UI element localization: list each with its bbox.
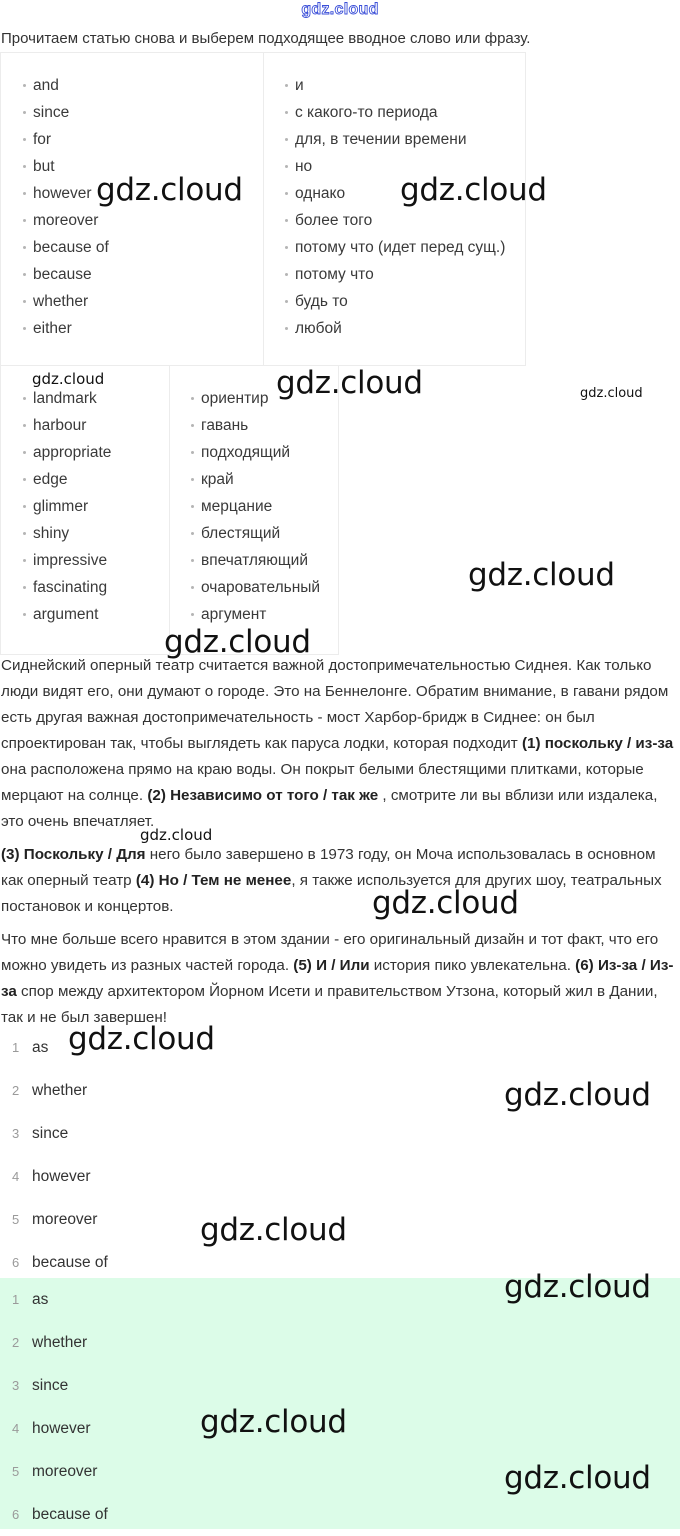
vocab-item: shiny [1,520,169,547]
vocab-item: более того [264,207,525,234]
answer-text: moreover [32,1211,98,1228]
vocab-item: аргумент [170,601,338,628]
gap-option: (3) Поскольку / Для [1,846,146,863]
vocab-table-2 [0,366,339,655]
vocab-item: moreover [1,207,263,234]
answer-text: since [32,1125,69,1142]
watermark: gdz.cloud [504,1077,651,1113]
answer-text: moreover [32,1463,98,1480]
vocab-item: однако [264,180,525,207]
answer-number: 3 [12,1126,20,1141]
answer-number: 5 [12,1464,20,1479]
vocab-item: argument [1,601,169,628]
vocab-column-english [1,366,170,654]
vocab-item: потому что (идет перед сущ.) [264,234,525,261]
watermark: gdz.cloud [580,386,643,401]
paragraph-text: , я также используется для других шоу, театральных постановок и концертов. [1,872,662,915]
intro-text: Прочитаем статью снова и выберем подходящее вводное слово или фразу. [1,30,531,47]
vocab-item: впечатляющий [170,547,338,574]
vocab-item: подходящий [170,439,338,466]
watermark: gdz.cloud [68,1021,215,1057]
vocab-item: для, в течении времени [264,126,525,153]
answer-text: because of [32,1506,108,1523]
vocab-item: любой [264,315,525,342]
watermark: gdz.cloud [504,1460,651,1496]
vocab-table-1 [0,52,526,366]
watermark: gdz.cloud [400,172,547,208]
vocab-item: since [1,99,263,126]
gap-option: (2) Независимо от того / так же [147,787,379,804]
vocab-item: for [1,126,263,153]
paragraph-text: она расположена прямо на краю воды. Он покрыт белыми блестящими плитками, которые мерцают на солнце. [1,761,644,804]
watermark: gdz.cloud [200,1404,347,1440]
vocab-item: и [264,72,525,99]
answer-number: 6 [12,1255,20,1270]
answer-number: 1 [12,1040,20,1055]
vocab-list [170,385,338,628]
vocab-item: гавань [170,412,338,439]
vocab-column-english [1,53,264,365]
paragraph-3 [1,927,680,1031]
gap-option: (4) Но / Тем не менее [135,872,292,889]
vocab-item: glimmer [1,493,169,520]
answer-text: whether [32,1334,88,1351]
vocab-item: impressive [1,547,169,574]
vocab-column-russian [170,366,338,654]
vocab-item: с какого-то периода [264,99,525,126]
vocab-item: fascinating [1,574,169,601]
answer-text: whether [32,1082,88,1099]
gap-option: (1) поскольку / из-за [521,735,674,752]
watermark: gdz.cloud [164,624,311,660]
vocab-list [1,385,169,628]
watermark: gdz.cloud [32,370,105,388]
vocab-item: край [170,466,338,493]
gap-option: (5) И / Или [293,957,370,974]
vocab-item: however [1,180,263,207]
watermark: gdz.cloud [200,1212,347,1248]
answer-number: 4 [12,1421,20,1436]
answer-item [0,1321,680,1364]
vocab-item: мерцание [170,493,338,520]
answer-number: 3 [12,1378,20,1393]
vocab-item: потому что [264,261,525,288]
paragraph-text: него было завершено в 1973 году, он Моча использовалась в основном как оперный театр [1,846,656,889]
vocab-item: appropriate [1,439,169,466]
answer-text: however [32,1420,91,1437]
vocab-item: будь то [264,288,525,315]
vocab-item: whether [1,288,263,315]
vocab-item: ориентир [170,385,338,412]
answer-number: 5 [12,1212,20,1227]
watermark: gdz.cloud [372,885,519,921]
answer-number: 2 [12,1083,20,1098]
paragraph-text: Что мне больше всего нравится в этом здании - его оригинальный дизайн и тот факт, что его можно увидеть из разных частей города. [1,931,659,974]
watermark: gdz.cloud [96,172,243,208]
answer-number: 1 [12,1292,20,1307]
vocab-item: но [264,153,525,180]
answer-item [0,1493,680,1536]
paragraph-text: спор между архитектором Йорном Исети и правительством Утзона, который жил в Дании, так и не был завершен! [1,983,658,1026]
site-logo: gdz.cloud [301,1,379,18]
vocab-item: landmark [1,385,169,412]
vocab-item: and [1,72,263,99]
answer-text: however [32,1168,91,1185]
answer-text: as [32,1039,49,1056]
answer-text: because of [32,1254,108,1271]
answer-item [0,1112,680,1155]
watermark: gdz.cloud [504,1269,651,1305]
paragraph-text: Сиднейский оперный театр считается важной достопримечательностью Сиднея. Как только люди видят его, они думают о городе. Это на Беннелонге. Обратим внимание, в гавани рядом есть другая важная достопримечательность - мост Харбор-бридж в Сиднее: он был спроектирован так, чтобы выглядеть как паруса лодки, которая подходит [1,657,669,752]
vocab-item: harbour [1,412,169,439]
paragraph-text: история пико увлекательна. [369,957,576,974]
paragraph-1 [1,653,680,835]
answer-item [0,1155,680,1198]
answer-number: 6 [12,1507,20,1522]
answer-number: 2 [12,1335,20,1350]
gap-option: (6) Из-за / Из-за [1,957,674,1000]
vocab-column-russian [264,53,525,365]
answer-text: as [32,1291,49,1308]
vocab-item: either [1,315,263,342]
paragraph-text: , смотрите ли вы вблизи или издалека, это очень впечатляет. [1,787,658,830]
vocab-item: because [1,261,263,288]
watermark: gdz.cloud [140,826,213,844]
vocab-item: but [1,153,263,180]
vocab-item: блестящий [170,520,338,547]
vocab-item: очаровательный [170,574,338,601]
watermark: gdz.cloud [468,557,615,593]
answer-number: 4 [12,1169,20,1184]
paragraph-2 [1,842,680,920]
vocab-item: edge [1,466,169,493]
answer-item [0,1364,680,1407]
watermark: gdz.cloud [276,365,423,401]
vocab-item: because of [1,234,263,261]
answer-text: since [32,1377,69,1394]
